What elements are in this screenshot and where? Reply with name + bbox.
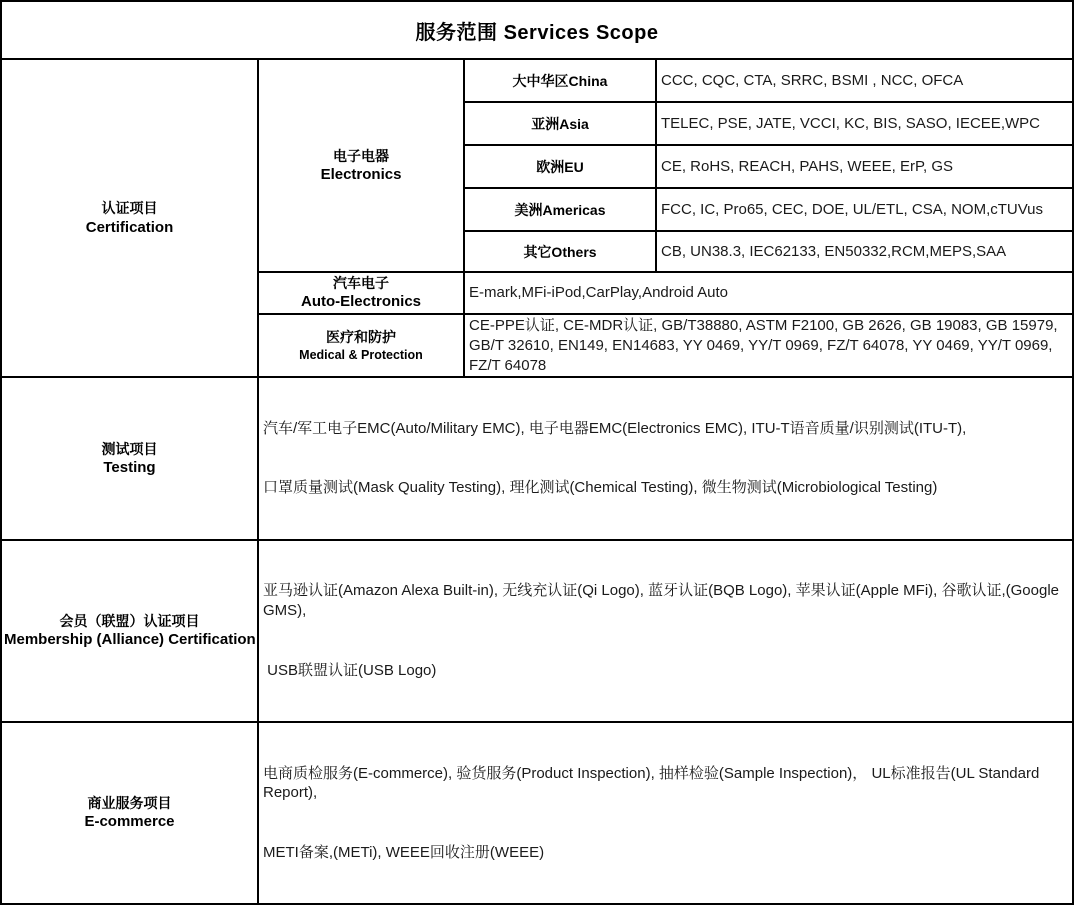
testing-label-zh: 测试项目 <box>101 440 158 457</box>
ecommerce-label-en: E-commerce <box>84 813 175 831</box>
certs-medical: CE-PPE认证, CE-MDR认证, GB/T38880, ASTM F2100, GB 2626, GB 19083, GB 15979, GB/T 32610, EN149, EN14683, YY 0469, YY/T 0969, FZ/T 64078, YY 0469, YY/T 0969, FZ/T 64078 <box>464 314 1073 377</box>
ecommerce-line-2: METI备案,(METi), WEEE回收注册(WEEE) <box>263 843 545 861</box>
membership-line-2: USB联盟认证(USB Logo) <box>263 661 437 679</box>
ecommerce-header <box>1 722 258 904</box>
certs-eu: CE, RoHS, REACH, PAHS, WEEE, ErP, GS <box>656 145 1073 188</box>
medical-label-zh: 医疗和防护 <box>326 329 396 346</box>
certs-auto-electronics: E-mark,MFi-iPod,CarPlay,Android Auto <box>464 272 1073 314</box>
testing-line-1: 汽车/军工电子EMC(Auto/Military EMC), 电子电器EMC(Electronics EMC), ITU-T语音质量/识别测试(ITU-T), <box>263 419 967 437</box>
region-asia: 亚洲Asia <box>464 102 656 145</box>
auto-electronics-label-zh: 汽车电子 <box>333 275 389 292</box>
membership-label-zh: 会员（联盟）认证项目 <box>59 613 200 629</box>
testing-label-en: Testing <box>103 458 156 476</box>
electronics-header <box>258 59 464 272</box>
membership-line-1: 亚马逊认证(Amazon Alexa Built-in), 无线充认证(Qi Logo), 蓝牙认证(BQB Logo), 苹果认证(Apple MFi), 谷歌认证,(Google GMS), <box>263 582 1064 620</box>
certs-asia: TELEC, PSE, JATE, VCCI, KC, BIS, SASO, IECEE,WPC <box>656 102 1073 145</box>
region-eu: 欧洲EU <box>464 145 656 188</box>
electronics-label-zh: 电子电器 <box>333 147 389 164</box>
certification-label-zh: 认证项目 <box>101 200 158 217</box>
region-china: 大中华区China <box>464 59 656 102</box>
region-others: 其它Others <box>464 231 656 272</box>
medical-label-en: Medical & Protection <box>299 347 423 362</box>
electronics-label-en: Electronics <box>320 165 402 183</box>
membership-label-en: Membership (Alliance) Certification <box>4 631 256 649</box>
testing-line-2: 口罩质量测试(Mask Quality Testing), 理化测试(Chemical Testing), 微生物测试(Microbiological Testing) <box>263 479 938 497</box>
testing-content <box>258 377 1073 539</box>
medical-header <box>258 314 464 377</box>
certs-china: CCC, CQC, CTA, SRRC, BSMI , NCC, OFCA <box>656 59 1073 102</box>
testing-header <box>1 377 258 539</box>
ecommerce-label-zh: 商业服务项目 <box>87 795 172 812</box>
ecommerce-content <box>258 722 1073 904</box>
certs-others: CB, UN38.3, IEC62133, EN50332,RCM,MEPS,SAA <box>656 231 1073 272</box>
certs-americas: FCC, IC, Pro65, CEC, DOE, UL/ETL, CSA, NOM,cTUVus <box>656 188 1073 231</box>
membership-header <box>1 540 258 722</box>
ecommerce-line-1: 电商质检服务(E-commerce), 验货服务(Product Inspection), 抽样检验(Sample Inspection)， UL标准报告(UL Standard Report), <box>263 764 1044 802</box>
auto-electronics-label-en: Auto-Electronics <box>300 293 421 311</box>
certification-label-en: Certification <box>85 218 174 236</box>
region-americas: 美洲Americas <box>464 188 656 231</box>
page-title: 服务范围 Services Scope <box>1 1 1073 59</box>
auto-electronics-header <box>258 272 464 314</box>
membership-content <box>258 540 1073 722</box>
certification-header <box>1 59 258 377</box>
